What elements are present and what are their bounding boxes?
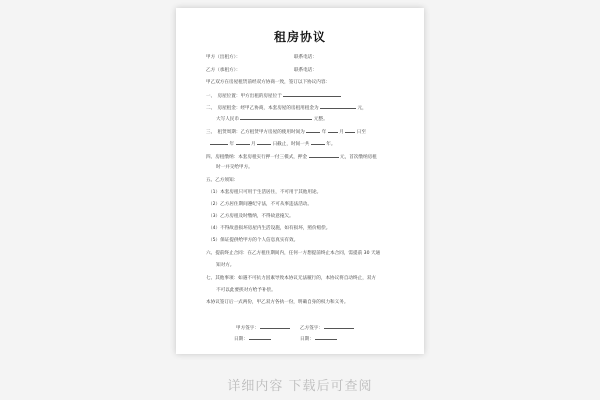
day-label: 日至: [356, 130, 366, 135]
closing-text: 本协议签订后一式两份，甲乙双方各执一份，明确自身的权力和义务。: [206, 300, 349, 305]
month-label: 月: [251, 142, 256, 147]
blank-line: [257, 140, 271, 145]
month-label: 月: [339, 130, 344, 135]
clause-1: [206, 92, 341, 100]
clause-3-line-1: [206, 128, 366, 136]
clause-4-text: 四、房租缴纳：本套房租实行押一付三模式，押金: [206, 155, 308, 160]
download-caption: 详细内容 下载后可查阅: [227, 379, 373, 394]
blank-line: [324, 324, 354, 329]
blank-line: [210, 140, 228, 145]
date-b-label: 日期：: [300, 337, 314, 342]
blank-line: [306, 128, 320, 133]
signature-b-label: 乙方签字：: [300, 326, 323, 331]
clause-5-item-5: （5）保证提供给甲方的个人信息真实有效。: [208, 238, 299, 243]
intro-text: 甲乙双方在房屋租赁前经双方协商一致，签订以下协议内容：: [206, 80, 331, 85]
document-title: 租房协议: [273, 30, 326, 44]
clause-6-line-1: 六、提前终止合同：在乙方租住期间内，任何一方想提前终止本合同，需提前 30 天通: [206, 251, 381, 256]
clause-5-item-3: （3）乙方房租及时缴纳，不得故意拖欠。: [208, 214, 294, 219]
clause-3-line-2: [210, 140, 335, 148]
clause-4-line-1: [206, 153, 377, 161]
date-a-label: 日期：: [234, 337, 248, 342]
blank-line: [311, 140, 325, 145]
blank-line: [260, 324, 290, 329]
clause-4-mid: 元，首次缴纳房租: [340, 155, 377, 160]
document-page: [176, 8, 424, 354]
clause-5-item-2: （2）乙方居住期间遵纪守法，不可从事违法活动。: [208, 202, 312, 207]
clause-5-item-4: （4）不得故意损坏房屋内生活设施，如有损坏，照价赔偿。: [208, 226, 331, 231]
blank-line: [283, 92, 341, 97]
date-a: [234, 335, 271, 343]
day-label: 日截止，时间一共: [272, 142, 310, 147]
year-label: 年: [321, 130, 327, 135]
clause-1-text: 一、 房屋位置：甲方出租的房屋位于: [206, 94, 282, 99]
clause-2-capital-label: 大写人民币: [216, 117, 239, 122]
party-a-label: 甲方（出租方）：: [206, 55, 241, 60]
clause-5-item-1: （1）本套房租只可用于生活居住，不可用于其他用途。: [208, 190, 322, 195]
signature-a: [236, 324, 290, 332]
clause-7-line-1: 七、其他事项：如遇不可抗力因素导致本协议无法履行的，本协议将自动终止，双方: [206, 276, 376, 281]
clause-2-capital-unit: 元整。: [313, 117, 328, 122]
clause-6-line-2: 知对方。: [216, 263, 235, 268]
clause-5-heading: 五、乙方须知：: [206, 178, 239, 183]
clause-2-text: 二、 房屋租金：经甲乙协商，本套房屋的房租用租金为: [206, 106, 319, 111]
year-label: 年: [229, 142, 235, 147]
clause-4-line-2: 时一并交给甲方。: [216, 165, 253, 170]
blank-line: [249, 335, 271, 340]
blank-line: [309, 153, 339, 158]
signature-a-label: 甲方签字：: [236, 326, 259, 331]
clause-3-text: 三、 租赁周期：乙方租赁甲方房屋的使用时间为: [206, 130, 305, 135]
blank-line: [320, 104, 356, 109]
signature-b: [300, 324, 354, 332]
blank-line: [345, 128, 355, 133]
blank-line: [315, 335, 337, 340]
blank-line: [236, 140, 250, 145]
party-b-label: 乙方（承租方）：: [206, 68, 241, 73]
date-b: [300, 335, 337, 343]
year-end-label: 年。: [326, 142, 336, 147]
clause-2-line-1: [206, 104, 367, 112]
blank-line: [328, 128, 338, 133]
blank-line: [240, 115, 312, 120]
clause-7-line-2: 不可以此要挟对方给予补偿。: [216, 288, 276, 293]
party-b-contact-label: 联系电话：: [294, 68, 317, 73]
clause-2-line-2: [216, 115, 328, 123]
party-a-contact-label: 联系电话：: [294, 55, 317, 60]
clause-2-unit: 元，: [357, 106, 367, 111]
